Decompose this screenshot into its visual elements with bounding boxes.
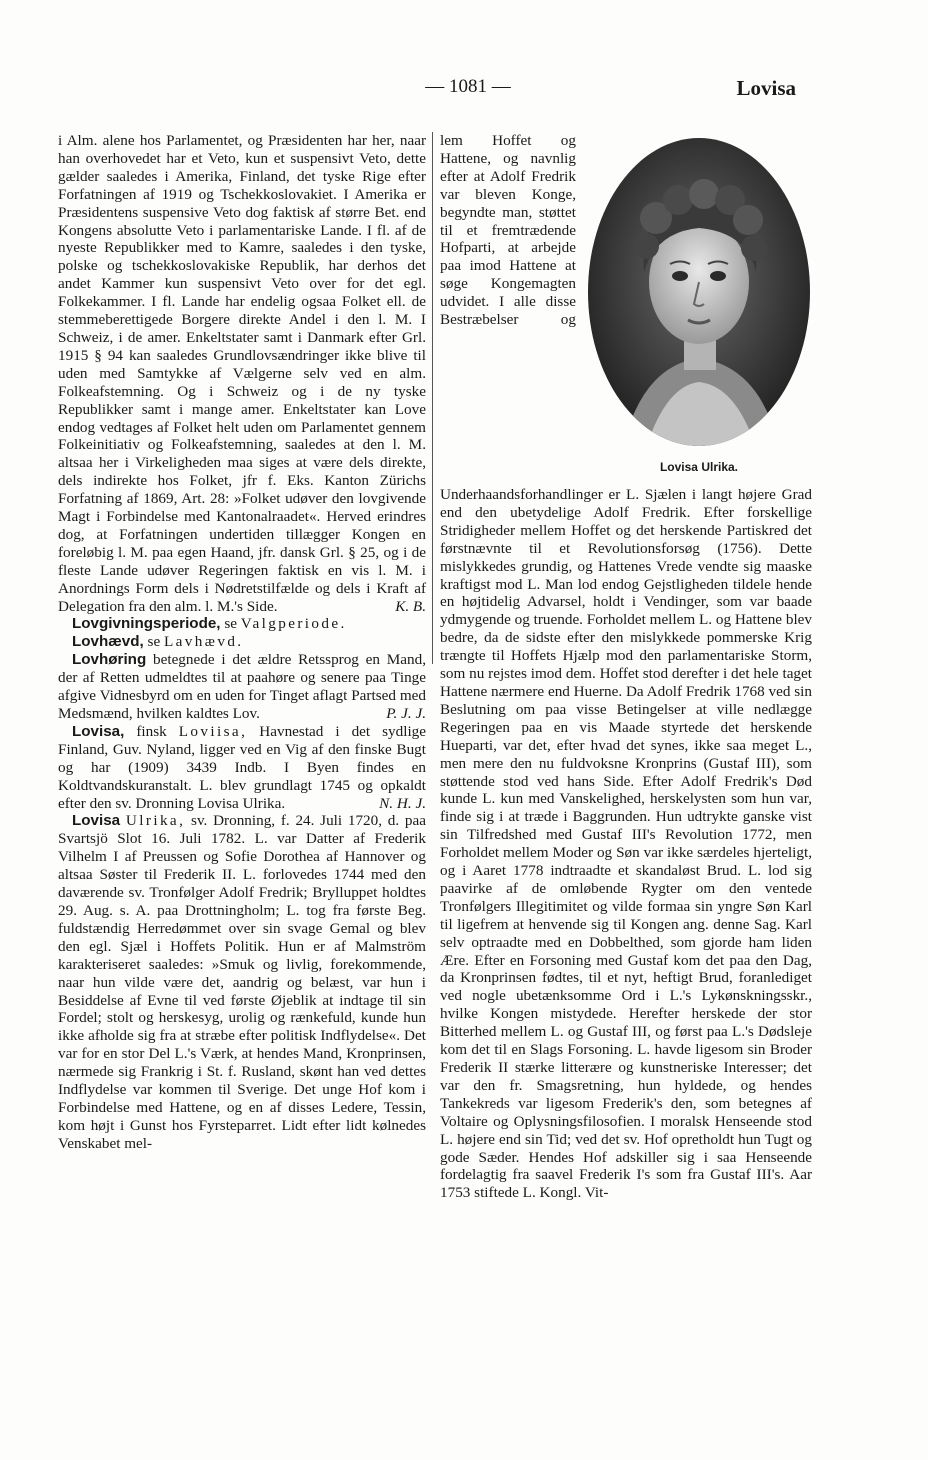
signature: K. B.	[395, 597, 426, 615]
entry-continuation: i Alm. alene hos Parlamentet, og Præsidenten har her, naar han overhovedet har et Veto, kun et suspensivt Veto, dette gælder saaledes i Amerika, Finland, det tyske Rige efter Forfatningen af 1919 og Tschekkoslovakiet. I Amerika er Præsidentens suspensive Veto dog faktisk af større Bet. end Kongens absolutte Veto i parlamentariske Lande. I fl. af de nyeste Republikker med to Kamre, saaledes i den tyske, polske og tschekkoslovakiske Republik, har derhos det andet Kammer kun suspensivt Veto over for det egl. Folkekammer. I fl. Lande har endelig ogsaa Folket ell. de stemmeberettigede Borgere direkte Andel i den l. M. I Schweiz, i de amer. Enkeltstater samt i Danmark efter Grl. 1915 § 94 kan saaledes Grundlovsændringer ikke blive til uden med Samtykke af Vælgerne selv ved en alm. Folkeafstemning. Og i Schweiz og i de ny tyske Republikker samt i mange amer. Enkeltstater kan Love endog vedtages af Folket helt uden om Parlamentet gennem Folkeinitiativ og Folkeafstemning, saaledes at den l. M. altsaa her i Virkeligheden maa siges at være dels direkte, dels indirekte hos Folket, jfr f. Eks. Kanton Zürichs Forfatning af 1869, Art. 28: »Folket udøver den lovgivende Magt i Forbindelse med Kantonalraadet«. Herved erindres dog, at Forfatningen undertiden tillægger Kongen en foreløbig l. M. paa egen Haand, jfr. dansk Grl. § 25, og i de fleste Lande udøver Regeringen faktisk en vis l. M. i Anordnings Form dels i Nødretstilfælde og dels i Kraft af Delegation fra den alm. l. M.'s Side. K. B.	[58, 132, 426, 615]
signature: N. H. J.	[379, 794, 426, 812]
cross-reference: Valgperiode.	[240, 615, 347, 633]
running-head: Lovisa	[736, 76, 796, 100]
right-column	[440, 132, 812, 1202]
portrait-figure	[586, 136, 812, 484]
lemma: Lovisa,	[72, 722, 125, 740]
left-column	[58, 132, 426, 1153]
entry-continuation: lem Hoffet og Hattene, og navnlig efter at Adolf Fredrik var bleven Konge, begyndte man, støttet til et fremtrædende Hofparti, at arbejde paa imod Hattene at søge Kongemagten udvidet. I alle disse Bestræbelser og Underhaandsforhandlinger er L. Sjælen i langt højere Grad end den ubetydelige Adolf Fredrik. Efter forskellige Stridigheder mellem Hoffet og det herskende Partiskred det førstnævnte til et Revolutionsforsøg (1756). Dette mislykkedes grundig, og Hattenes Vrede vendte sig maaske kraftigst mod L. Man lod endog Gejstligheden tildele hende en højtidelig Advarsel, holdt i Vendinger, som var baade ydmygende og truende. Forholdet mellem L. og Hattene blev bedre, da de sidste efter den mislykkede pommerske Krig trængte til Hoffets Hjælp mod den parlamentariske Storm, som nu rejstes imod dem. Hoffet stod derefter i det hele taget Hattene nærmere end Huerne. Da Adolf Fredrik 1768 ved sin Beslutning om paa visse Betingelser at ville nedlægge Regeringen paa en vis Maade styrtede det herskende Hueparti, var det, efter hvad det synes, ikke saa meget L., men mere den nu fuldvoksne Kronprins (Gustaf III), som støttende stod ved hans Side. Efter Adolf Fredrik's Død kunde L. kun med Vanskelighed, herskelysten som hun var, finde sig i at træde i Baggrunden. Hun udtrykte ganske vist sin Tilfredshed med Gustaf III's Revolution 1772, men Forholdet mellem Moder og Søn var ikke særdeles hjerteligt, og i Aaret 1778 indtraadte et skandaløst Brud. L. lod sig paavirke af de omløbende Rygter om den ventede Tronfølgers Illegitimitet og vilde formaa sin yngre Søn Karl til ligefrem at henvende sig til Kongen ang. denne Sag. Karl selv optraadte med en Dobbelthed, som gjorde ham liden Ære. Efter en Forsoning med Gustaf kom det paa den Dag, da Kronprinsen fødtes, til et nyt, heftigt Brud, foranlediget ved nogle ubetænksomme Ord i L.'s Lykønskningsskr., hvilke Kongen mistydede. Herefter herskede der stor Bitterhed mellem L. og Gustaf III, og først paa L.'s Dødsleje kom det til en Slags Forsoning. L. havde ligesom sin Broder Frederik II stærke litterære og kunstneriske Interesser; det var den fr. Smagsretning, hun hyldede, og hendes Tankekreds var ligesom Frederik's den, som betegnes af Voltaire og Oplysningsfilosofien. I moralsk Henseende stod L. højere end sin Tid; ved det sv. Hof opretholdt hun Tugt og gode Sæder. Hendes Hof adskiller sig i saa Henseende fordelagtig fra saavel Frederik I's som fra Gustaf III's. Aar 1753 stiftede L. Kongl. Vit-	[440, 132, 812, 1202]
portrait-image	[586, 136, 812, 448]
column-rule	[432, 132, 433, 664]
cross-reference: Lavhævd.	[163, 633, 244, 651]
signature: P. J. J.	[386, 705, 426, 722]
lemma: Lovhævd,	[72, 633, 144, 651]
entry-lovhaevd: Lovhævd, se Lavhævd.	[72, 633, 244, 651]
lemma: Lovisa	[72, 812, 121, 830]
entry-lovisa-ulrika: Lovisa Ulrika, sv. Dronning, f. 24. Juli 1720, d. paa Svartsjö Slot 16. Juli 1782. L. var Datter af Frederik Vilhelm I af Preussen og Sofie Dorothea af Hannover og altsaa Søster til Frederik II. L. forlovedes 1744 med den daværende sv. Tronfølger Adolf Fredrik; Brylluppet holdtes 29. Aug. s. A. paa Drottningholm; L. tog fra første Beg. fuldstændig Herredømmet over sin svage Gemal og blev den egl. Sjæl i Hoffets Politik. Hun er af Malmström karakteriseret saaledes: »Smuk og livlig, forekommende, naar hun vilde være det, aandrig og belæst, var hun i Besiddelse af Evne til ved første Øjeblik at indtage til sin Fordel; stolt og herskesyg, urolig og rænkefuld, kunde hun ikke afholde sig fra at stræbe efter politisk Indflydelse«. Det var for en stor Del L.'s Værk, at hendes Mand, Kronprinsen, nærmede sig Frankrig i St. f. Rusland, skønt han ved dettes Indflydelse var kommen til Sverige. Det unge Hof kom i Forbindelse med Hattene, og en af disses Ledere, Tessin, kom højt i Gunst hos Fyrsteparret. Lidt efter lidt kølnedes Venskabet mel-	[58, 812, 427, 1152]
entry-lovhoering: Lovhøring betegnede i det ældre Retssprog en Mand, der af Retten udmeldtes til at paahøre og senere paa Tinge afgive Vidnesbyrd om en uden for Tinget aflagt Partsed med Medsmænd, hvilken kaldtes Lov. P. J. J.	[58, 651, 426, 722]
entry-lovgivningsperiode: Lovgivningsperiode, se Valgperiode.	[72, 615, 347, 633]
lemma: Lovhøring	[72, 651, 147, 669]
entry-lovisa-town: Lovisa, finsk Loviisa, Havnestad i det sydlige Finland, Guv. Nyland, ligger ved en Vig af den finske Bugt og har (1909) 3439 Indb. I Byen findes en Koldtvandskuranstalt. L. blev grundlagt 1745 og opkaldt efter den sv. Dronning Lovisa Ulrika. N. H. J.	[58, 722, 427, 812]
lemma: Lovgivningsperiode,	[72, 615, 221, 633]
page-number: — 1081 —	[425, 76, 511, 97]
page-header	[58, 76, 796, 106]
figure-caption: Lovisa Ulrika.	[659, 459, 739, 474]
